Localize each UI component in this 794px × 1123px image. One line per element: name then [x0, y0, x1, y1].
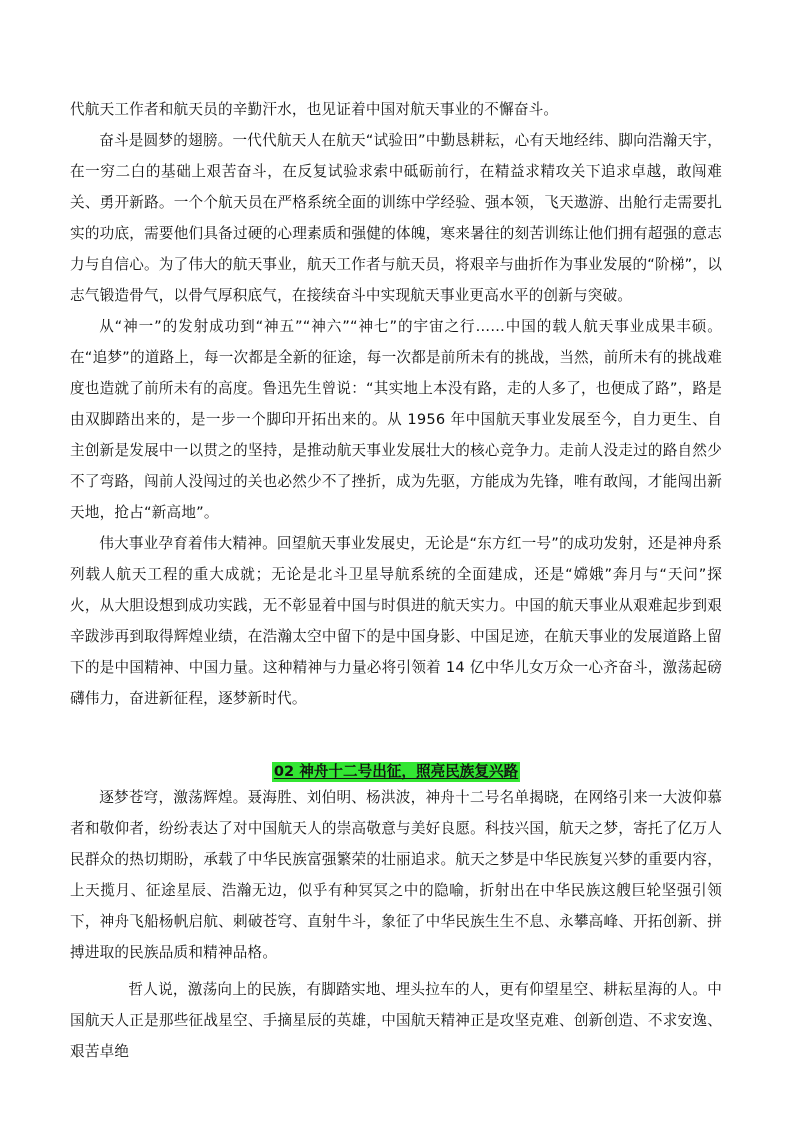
paragraph-2: 奋斗是圆梦的翅膀。一代代航天人在航天“试验田”中勤恳耕耘，心有天地经纬、脚向浩瀚天宇，在一穷二白的基础上艰苦奋斗，在反复试验求索中砥砺前行，在精益求精攻关下追求卓越，敢闯难关、勇开新路。一个个航天员在严格系统全面的训练中学经验、强本领，飞天遨游、出舱行走需要扎实的功底，需要他们具备过硬的心理素质和强健的体魄，寒来暑往的刻苦训练让他们拥有超强的意志力与自信心。为了伟大的航天事业，航天工作者与航天员，将艰辛与曲折作为事业发展的“阶梯”，以志气锻造骨气，以骨气厚积底气，在接续奋斗中实现航天事业更高水平的创新与突破。: [70, 132, 722, 304]
paragraph-6: 哲人说，激荡向上的民族，有脚踏实地、埋头拉车的人，更有仰望星空、耕耘星海的人。中国航天人正是那些征战星空、手摘星辰的英雄，中国航天精神正是攻坚克难、创新创造、不求安逸、艰苦卓绝: [70, 981, 722, 1060]
section-heading: [70, 714, 722, 782]
section-heading-text: 02 神舟十二号出征，照亮民族复兴路: [273, 763, 519, 780]
paragraph-3: 从“神一”的发射成功到“神五”“神六”“神七”的宇宙之行……中国的载人航天事业成果丰硕。在“追梦”的道路上，每一次都是全新的征途，每一次都是前所未有的挑战，当然，前所未有的挑战难度也造就了前所未有的高度。鲁迅先生曾说：“其实地上本没有路，走的人多了，也便成了路”，路是由双脚踏出来的，是一步一个脚印开拓出来的。从 1956 年中国航天事业发展至今，自力更生、自主创新是发展中一以贯之的坚持，是推动航天事业发展壮大的核心竞争力。走前人没走过的路自然少不了弯路，闯前人没闯过的关也必然少不了挫折，成为先驱，方能成为先锋，唯有敢闯，才能闯出新天地，抢占“新高地”。: [70, 318, 722, 521]
paragraph-4: 伟大事业孕育着伟大精神。回望航天事业发展史，无论是“东方红一号”的成功发射，还是神舟系列载人航天工程的重大成就；无论是北斗卫星导航系统的全面建成，还是“嫦娥”奔月与“天问”探火，从大胆设想到成功实践，无不彰显着中国与时俱进的航天实力。中国的航天事业从艰难起步到艰辛跋涉再到取得辉煌业绩，在浩瀚太空中留下的是中国身影、中国足迹，在航天事业的发展道路上留下的是中国精神、中国力量。这种精神与力量必将引领着 14 亿中华儿女万众一心齐奋斗，激荡起磅礴伟力，奋进新征程，逐梦新时代。: [70, 535, 722, 707]
paragraph-1: 代航天工作者和航天员的辛勤汗水，也见证着中国对航天事业的不懈奋斗。: [70, 101, 559, 118]
paragraph-5: 逐梦苍穹，激荡辉煌。聂海胜、刘伯明、杨洪波，神舟十二号名单揭晓，在网络引来一大波仰慕者和敬仰者，纷纷表达了对中国航天人的崇高敬意与美好良愿。科技兴国，航天之梦，寄托了亿万人民群众的热切期盼，承载了中华民族富强繁荣的壮丽追求。航天之梦是中华民族复兴梦的重要内容，上天揽月、征途星辰、浩瀚无边，似乎有种冥冥之中的隐喻，折射出在中华民族这艘巨轮坚强引领下，神舟飞船杨帆启航、刺破苍穹、直射牛斗，象征了中华民族生生不息、永攀高峰、开拓创新、拼搏进取的民族品质和精神品格。: [70, 789, 722, 961]
document-body: [70, 94, 722, 1067]
